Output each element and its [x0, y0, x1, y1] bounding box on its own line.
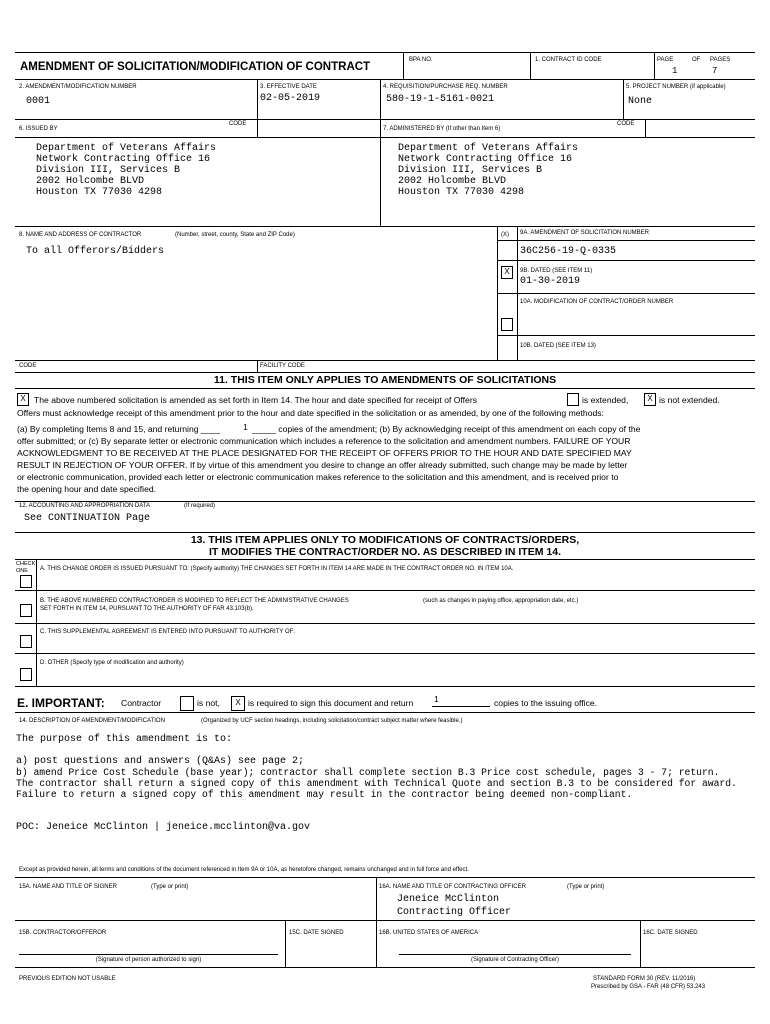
description-line-3: a) post questions and answers (Q&As) see page 2;	[16, 756, 305, 767]
important-copies-value: 1	[434, 694, 439, 704]
united-states-label: 16B. UNITED STATES OF AMERICA	[379, 930, 479, 936]
item13-d-label: D. OTHER (Specify type of modification and authority)	[40, 660, 184, 666]
is-not-label: is not,	[197, 698, 220, 708]
rule-after-11	[15, 388, 755, 389]
item13-b-label-2: SET FORTH IN ITEM 14, PURSUANT TO THE AUTHORITY OF FAR 43.103(b).	[40, 606, 254, 612]
vline-15c	[285, 920, 286, 967]
item13-b-hint: (such as changes in paying office, appropriation date, etc.)	[423, 598, 579, 604]
rule-9a	[497, 240, 755, 241]
prescribed-by: Prescribed by GSA - FAR (48 CFR) 53.243	[591, 984, 706, 990]
rule-13-heading	[15, 559, 755, 560]
item11-line-1: The above numbered solicitation is amended as set forth in Item 14. The hour and date specified for receipt of Offers	[34, 395, 477, 405]
modification-number-label: 10A. MODIFICATION OF CONTRACT/ORDER NUMBER	[520, 299, 674, 305]
signature-person-caption: (Signature of person authorized to sign)	[95, 957, 202, 963]
of-label: OF	[692, 57, 701, 63]
item13-c-label: C. THIS SUPPLEMENTAL AGREEMENT IS ENTERED INTO PURSUANT TO AUTHORITY OF:	[40, 629, 295, 635]
item13-heading-2: IT MODIFIES THE CONTRACT/ORDER NO. AS DESCRIBED IN ITEM 14.	[209, 546, 561, 558]
vline-row2-c	[623, 79, 624, 119]
important-copies-underline	[432, 706, 490, 707]
signature-officer-caption: (Signature of Contracting Officer)	[471, 957, 559, 963]
admin-line-5: Houston TX 77030 4298	[398, 187, 525, 198]
issued-line-5: Houston TX 77030 4298	[36, 187, 163, 198]
rule-after-row2	[15, 119, 755, 120]
description-line-6: Failure to return a signed copy of this amendment may result in the contractor being deemed non-compliant.	[16, 789, 633, 800]
issued-line-3: Division III, Services B	[36, 165, 181, 176]
rule-13b	[15, 623, 755, 624]
except-text: Except as provided herein, all terms and conditions of the document referenced in Item 9A or 10A, as heretofore changed, remains unchanged and in full force and effect.	[19, 867, 469, 873]
rule-10b	[497, 335, 755, 336]
admin-code-label: CODE	[617, 121, 635, 127]
item13-d-checkbox[interactable]	[20, 668, 32, 681]
dated-10b-label: 10B. DATED (SEE ITEM 13)	[520, 343, 596, 349]
description-hint: (Organized by UCF section headings, including solicitation/contract subject matter where feasible.)	[201, 718, 463, 724]
rule-sig-bottom	[15, 967, 755, 968]
officer-name: Jeneice McClinton	[397, 894, 500, 905]
item13-heading-1: 13. THIS ITEM APPLIES ONLY TO MODIFICATIONS OF CONTRACTS/ORDERS,	[190, 534, 580, 546]
item11-heading: 11. THIS ITEM ONLY APPLIES TO AMENDMENTS OF SOLICITATIONS	[213, 374, 557, 386]
item11-amended-check: X	[20, 394, 26, 403]
page-label: PAGE	[657, 57, 674, 63]
signature-line-person	[19, 954, 278, 955]
admin-line-1: Department of Veterans Affairs	[398, 143, 579, 154]
accounting-hint: (If required)	[184, 503, 216, 509]
vline-contractor-x	[497, 226, 498, 360]
description-line-4: b) amend Price Cost Schedule (base year); contractor shall complete section B.3 Price cost schedule, pages 3 - 7; return.	[16, 767, 720, 778]
vline-title-bpa	[403, 52, 404, 79]
admin-line-4: 2002 Holcombe BLVD	[398, 176, 507, 187]
accounting-label: 12. ACCOUNTING AND APPROPRIATION DATA	[19, 503, 151, 509]
not-extended-label: is not extended.	[659, 395, 720, 405]
amendment-number-value: 0001	[26, 96, 51, 107]
signature-line-officer	[399, 954, 631, 955]
code-label: CODE	[19, 363, 37, 369]
pages-count: 7	[712, 66, 718, 76]
contractor-offeror-label: 15B. CONTRACTOR/OFFEROR	[19, 930, 107, 936]
contract-id-label: 1. CONTRACT ID CODE	[535, 57, 602, 63]
signer-label: 15A. NAME AND TITLE OF SIGNER	[19, 884, 117, 890]
contractor-label: 8. NAME AND ADDRESS OF CONTRACTOR	[19, 232, 142, 238]
top-border	[15, 52, 755, 53]
project-number-value: None	[628, 96, 653, 107]
administered-by-label: 7. ADMINISTERED BY (If other than Item 6)	[383, 126, 501, 132]
rule-item13	[15, 532, 755, 533]
description-line-1: The purpose of this amendment is to:	[16, 734, 233, 745]
vline-check-one	[36, 559, 37, 686]
item11-line-3a: (a) By completing Items 8 and 15, and returning ____	[17, 424, 221, 434]
item11-copies-value: 1	[243, 422, 248, 432]
date-signed-16c-label: 16C. DATE SIGNED	[643, 930, 698, 936]
rule-13a	[15, 590, 755, 591]
vline-contract-page	[654, 52, 655, 79]
requisition-value: 580-19-1-5161-0021	[386, 94, 495, 105]
item13-b-label-1: B. THE ABOVE NUMBERED CONTRACT/ORDER IS MODIFIED TO REFLECT THE ADMINISTRATIVE CHANGES	[40, 598, 349, 604]
vline-row2-a	[257, 79, 258, 137]
dated-9b-label: 9B. DATED (SEE ITEM 11)	[520, 268, 593, 274]
issued-line-4: 2002 Holcombe BLVD	[36, 176, 145, 187]
issued-line-2: Network Contracting Office 16	[36, 154, 211, 165]
copies-to-label: copies to the issuing office.	[494, 698, 598, 708]
rule-after-row3	[15, 226, 755, 227]
contractor-hint: (Number, street, county, State and ZIP Code)	[175, 232, 295, 238]
is-required-check: X	[235, 698, 241, 707]
issued-code-label: CODE	[229, 121, 247, 127]
admin-line-2: Network Contracting Office 16	[398, 154, 573, 165]
rule-9b	[497, 260, 755, 261]
item13-b-checkbox[interactable]	[20, 604, 32, 617]
project-number-label: 5. PROJECT NUMBER (if applicable)	[626, 84, 726, 90]
vline-x-9	[517, 226, 518, 360]
officer-hint: (Type or print)	[567, 884, 605, 890]
effective-date-value: 02-05-2019	[260, 93, 321, 104]
rule-after-title	[15, 79, 755, 80]
extended-label: is extended,	[582, 395, 629, 405]
rule-important	[15, 712, 755, 713]
rule-item12	[15, 501, 755, 502]
issued-line-1: Department of Veterans Affairs	[36, 143, 217, 154]
description-label: 14. DESCRIPTION OF AMENDMENT/MODIFICATION	[19, 718, 165, 724]
vline-16c	[640, 920, 641, 967]
item13-c-checkbox[interactable]	[20, 635, 32, 648]
not-extended-check: X	[647, 394, 653, 403]
check-one-label: CHECK ONE	[16, 561, 36, 574]
x-column-label: (X)	[501, 232, 509, 238]
rule-admin-code	[380, 137, 755, 138]
item11-line-2: Offers must acknowledge receipt of this amendment prior to the hour and date specified in the solicitation or as amended, by one of the following methods:	[17, 408, 604, 418]
vline-admin-code	[645, 119, 646, 137]
rule-issued-code	[15, 137, 380, 138]
is-not-checkbox[interactable]	[180, 696, 194, 711]
standard-form: STANDARD FORM 30 (REV. 11/2016)	[593, 976, 696, 982]
bpa-label: BPA NO.	[409, 57, 433, 63]
item11-line-6: RESULT IN REJECTION OF YOUR OFFER. If by virtue of this amendment you desire to change an offer already submitted, such change may be made by letter	[17, 460, 628, 470]
vline-row2-b	[380, 79, 381, 226]
vline-15-16	[376, 877, 377, 967]
admin-line-3: Division III, Services B	[398, 165, 543, 176]
dated-9b-check: X	[504, 267, 510, 276]
officer-title: Contracting Officer	[397, 907, 512, 918]
signer-hint: (Type or print)	[151, 884, 189, 890]
date-signed-15c-label: 15C. DATE SIGNED	[289, 930, 344, 936]
amendment-number-label: 2. AMENDMENT/MODIFICATION NUMBER	[19, 84, 137, 90]
rule-15-16	[15, 920, 755, 921]
accounting-value: See CONTINUATION Page	[24, 513, 151, 524]
solicitation-number-label: 9A. AMENDMENT OF SOLICITATION NUMBER	[520, 230, 650, 236]
rule-13d	[15, 686, 755, 687]
important-label: E. IMPORTANT:	[17, 696, 105, 710]
description-line-9: POC: Jeneice McClinton | jeneice.mcclinton@va.gov	[16, 822, 311, 833]
facility-code-label: FACILITY CODE	[260, 363, 305, 369]
item11-line-7: or electronic communication, provided each letter or electronic communication makes reference to the solicitation and this amendment, and is received prior to	[17, 472, 619, 482]
dated-9b-value: 01-30-2019	[520, 276, 581, 287]
item11-line-8: the opening hour and date specified.	[17, 484, 157, 494]
vline-facility	[257, 360, 258, 372]
rule-code	[15, 360, 755, 361]
extended-checkbox[interactable]	[567, 393, 579, 406]
requisition-label: 4. REQUISITION/PURCHASE REQ. NUMBER	[383, 84, 508, 90]
contractor-value: To all Offerors/Bidders	[26, 246, 165, 257]
important-contractor: Contractor	[121, 698, 162, 708]
previous-edition: PREVIOUS EDITION NOT USABLE	[19, 976, 116, 982]
rule-except	[15, 877, 755, 878]
officer-label: 16A. NAME AND TITLE OF CONTRACTING OFFICER	[379, 884, 526, 890]
item11-line-5: ACKNOWLEDGMENT TO BE RECEIVED AT THE PLACE DESIGNATED FOR THE RECEIPT OF OFFERS PRIOR TO THE HOUR AND DATE SPECIFIED MAY	[17, 448, 632, 458]
item13-a-label: A. THIS CHANGE ORDER IS ISSUED PURSUANT TO: (Specify authority) THE CHANGES SET FORTH IN ITEM 14 ARE MADE IN THE CONTRACT ORDER NO. IN ITEM 10A.	[40, 566, 514, 572]
item13-a-checkbox[interactable]	[20, 575, 32, 588]
form-title: AMENDMENT OF SOLICITATION/MODIFICATION OF CONTRACT	[20, 61, 371, 73]
pages-label: PAGES	[710, 57, 731, 63]
description-line-5: The contractor shall return a signed copy of this amendment with Technical Quote and section B.3 to be considered for award.	[16, 778, 737, 789]
rule-13c	[15, 653, 755, 654]
vline-bpa-contract	[530, 52, 531, 79]
issued-by-label: 6. ISSUED BY	[19, 126, 58, 132]
rule-10a	[497, 293, 755, 294]
rule-item11	[15, 372, 755, 373]
is-required-label: is required to sign this document and return	[248, 698, 414, 708]
item11-line-3b: _____ copies of the amendment; (b) By acknowledging receipt of this amendment on each copy of the	[252, 424, 641, 434]
solicitation-number-value: 36C256-19-Q-0335	[520, 246, 617, 257]
effective-date-label: 3. EFFECTIVE DATE	[260, 84, 317, 90]
modification-checkbox[interactable]	[501, 318, 513, 331]
page-number: 1	[672, 66, 678, 76]
item11-line-4: offer submitted; or (c) By separate letter or electronic communication which includes a reference to the solicitation and amendment numbers. FAILURE OF YOUR	[17, 436, 631, 446]
